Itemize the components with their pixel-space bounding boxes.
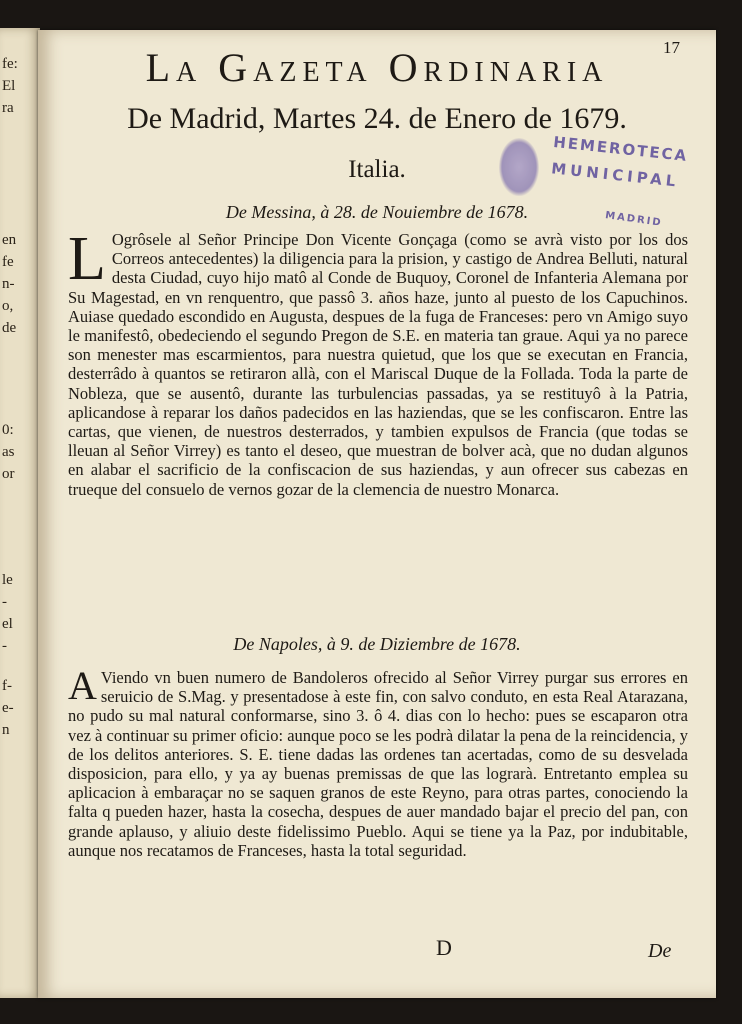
stamp-line-1: HEMEROTECA: [552, 132, 689, 166]
left-fragment: fe: [2, 254, 14, 270]
left-page-edge: [0, 28, 40, 998]
left-fragment: El: [2, 78, 16, 94]
drop-cap: L: [68, 225, 106, 293]
article-body: [68, 225, 688, 630]
left-fragment: n: [2, 722, 10, 738]
left-fragment: -: [2, 638, 7, 654]
left-fragment: el: [2, 616, 13, 632]
left-fragment: le: [2, 572, 13, 588]
left-fragment: -: [2, 594, 7, 610]
catchword: De: [648, 940, 672, 962]
left-fragment: as: [2, 444, 15, 460]
left-fragment: o,: [2, 298, 14, 314]
left-fragment: fe:: [2, 56, 18, 72]
article-body: [68, 663, 688, 938]
left-fragment: f-: [2, 678, 12, 694]
left-fragment: or: [2, 466, 15, 482]
article-text: Ogrôsele al Señor Principe Don Vicente Gonçaga (como se avrà visto por los dos Correos antecedentes) la diligencia para la prision, y castigo de Andrea Belluti, natural desta Ciudad, cuyo hijo matô al Conde de Buquoy, Coronel de Infanteria Alemana por Su Magestad, en vn renquentro, que passô 3. años haze, junto al puesto de los Capuchinos. Auiase quedado escondido en Augusta, despues de la fuga de Franceses: pero vn Amigo suyo le manifestô, obedeciendo el segundo Pregon de S.E. en materia tan graue. Aqui ya no parece son menester mas escarmientos, para nuestra quietud, que los que se executan en Francia, desterrâdo à quantos se retiraron allà, con el Mariscal Duque de la Follada. Toda la parte de Nobleza, que se ausentô, durante las turbulencias passadas, ya se restituyô à la Patria, aplicandose à reparar los daños padecidos en las haziendas, que se les confiscaron. Entre las cartas, que vienen, de nuestros desterrados, y tambien expulsos de Francia (que todas se lleuan al Señor Virrey) es tanto el deseo, que muestran de bolver acà, que no dudan algunos en alabar el sacrificio de la confiscacion de sus haziendas, y aun ofrecer sus cabezas en trueque del consuelo de vernos gozar de la clemencia de nuestro Monarca.: [68, 230, 688, 499]
left-fragment: e-: [2, 700, 14, 716]
article-dateline: De Napoles, à 9. de Diziembre de 1678.: [233, 634, 521, 654]
left-fragment: 0:: [2, 422, 14, 438]
left-fragment: ra: [2, 100, 14, 116]
stamp-line-2: MUNICIPAL: [550, 159, 681, 191]
left-fragment: en: [2, 232, 17, 248]
masthead-date: De Madrid, Martes 24. de Enero de 1679.: [127, 102, 627, 135]
left-fragment: n-: [2, 276, 15, 292]
gazette-page: [38, 30, 716, 998]
stamp-line-3: MADRID: [604, 210, 664, 229]
signature-mark: D: [436, 935, 452, 960]
drop-cap: A: [68, 663, 97, 708]
article-dateline: De Messina, à 28. de Nouiembre de 1678.: [225, 202, 529, 222]
masthead-title: La Gazeta Ordinaria: [145, 45, 609, 90]
page-number: 17: [663, 38, 680, 57]
section-heading: Italia.: [348, 156, 406, 183]
left-fragment: de: [2, 320, 17, 336]
coat-of-arms-icon: [499, 138, 539, 196]
article-text: Viendo vn buen numero de Bandoleros ofrecido al Señor Virrey purgar sus errores en seruicio de S.Mag. y presentadose à este fin, con salvo conduto, en esta Real Atarazana, no pudo su mal natural conformarse, sino 3. ô 4. dias con lo hecho: pues se escaparon otra vez à continuar su primer oficio: aunque poco se les podrà dilatar la pena de la reincidencia, y de los delitos anteriores. S. E. tiene dadas las ordenes tan acertadas, como de su desvelada disposicion, para ello, y ya ay buenas premissas de que las lograrà. Entretanto emplea su aplicacion à embaraçar no se saquen granos de este Reyno, para otras partes, conociendo la falta q pueden hazer, hasta la cosecha, despues de auer mandado bajar el precio del pan, con grande aplauso, y aliuio deste fidelissimo Pueblo. Aqui se tiene ya la Paz, por indubitable, aunque nos recatamos de Franceses, hasta la total seguridad.: [68, 668, 688, 860]
